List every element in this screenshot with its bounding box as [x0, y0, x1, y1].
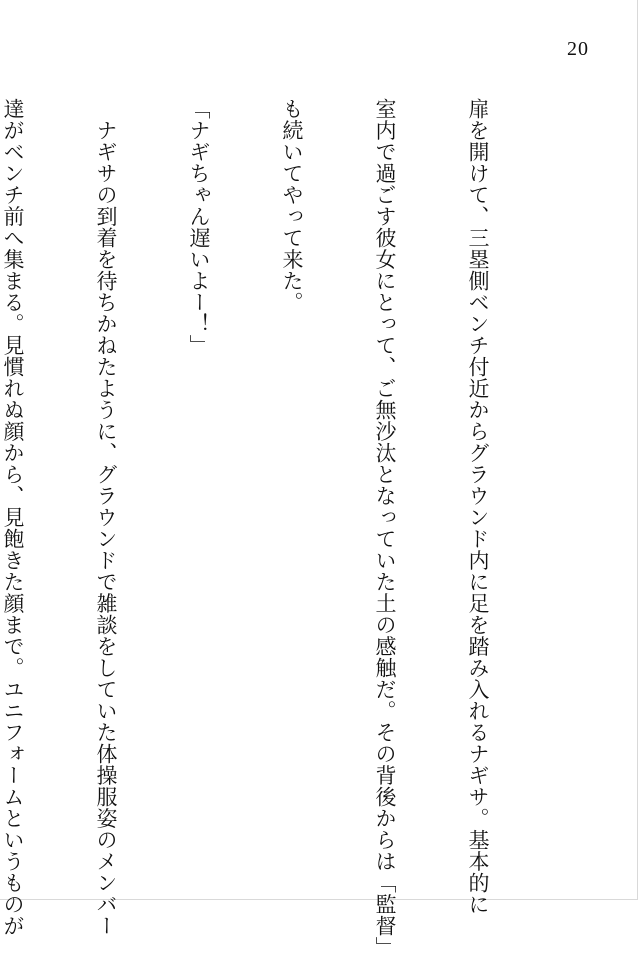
text-line: 「ナギちゃん遅いよー！」 [187, 98, 211, 356]
text-line: 達がベンチ前へ集まる。見慣れぬ顔から、見飽きた顔まで。ユニフォームというものが [1, 98, 25, 937]
page-number: 20 [567, 38, 589, 60]
body-text [0, 98, 555, 958]
text-line: 扉を開けて、三塁側ベンチ付近からグラウンド内に足を踏み入れるナギサ。基本的に [466, 98, 490, 915]
text-line: 室内で過ごす彼女にとって、ご無沙汰となっていた土の感触だ。その背後からは「監督」 [373, 98, 397, 958]
text-line: も続いてやって来た。 [280, 98, 304, 313]
text-line: ナギサの到着を待ちかねたように、グラウンドで雑談をしていた体操服姿のメンバー [94, 98, 118, 937]
